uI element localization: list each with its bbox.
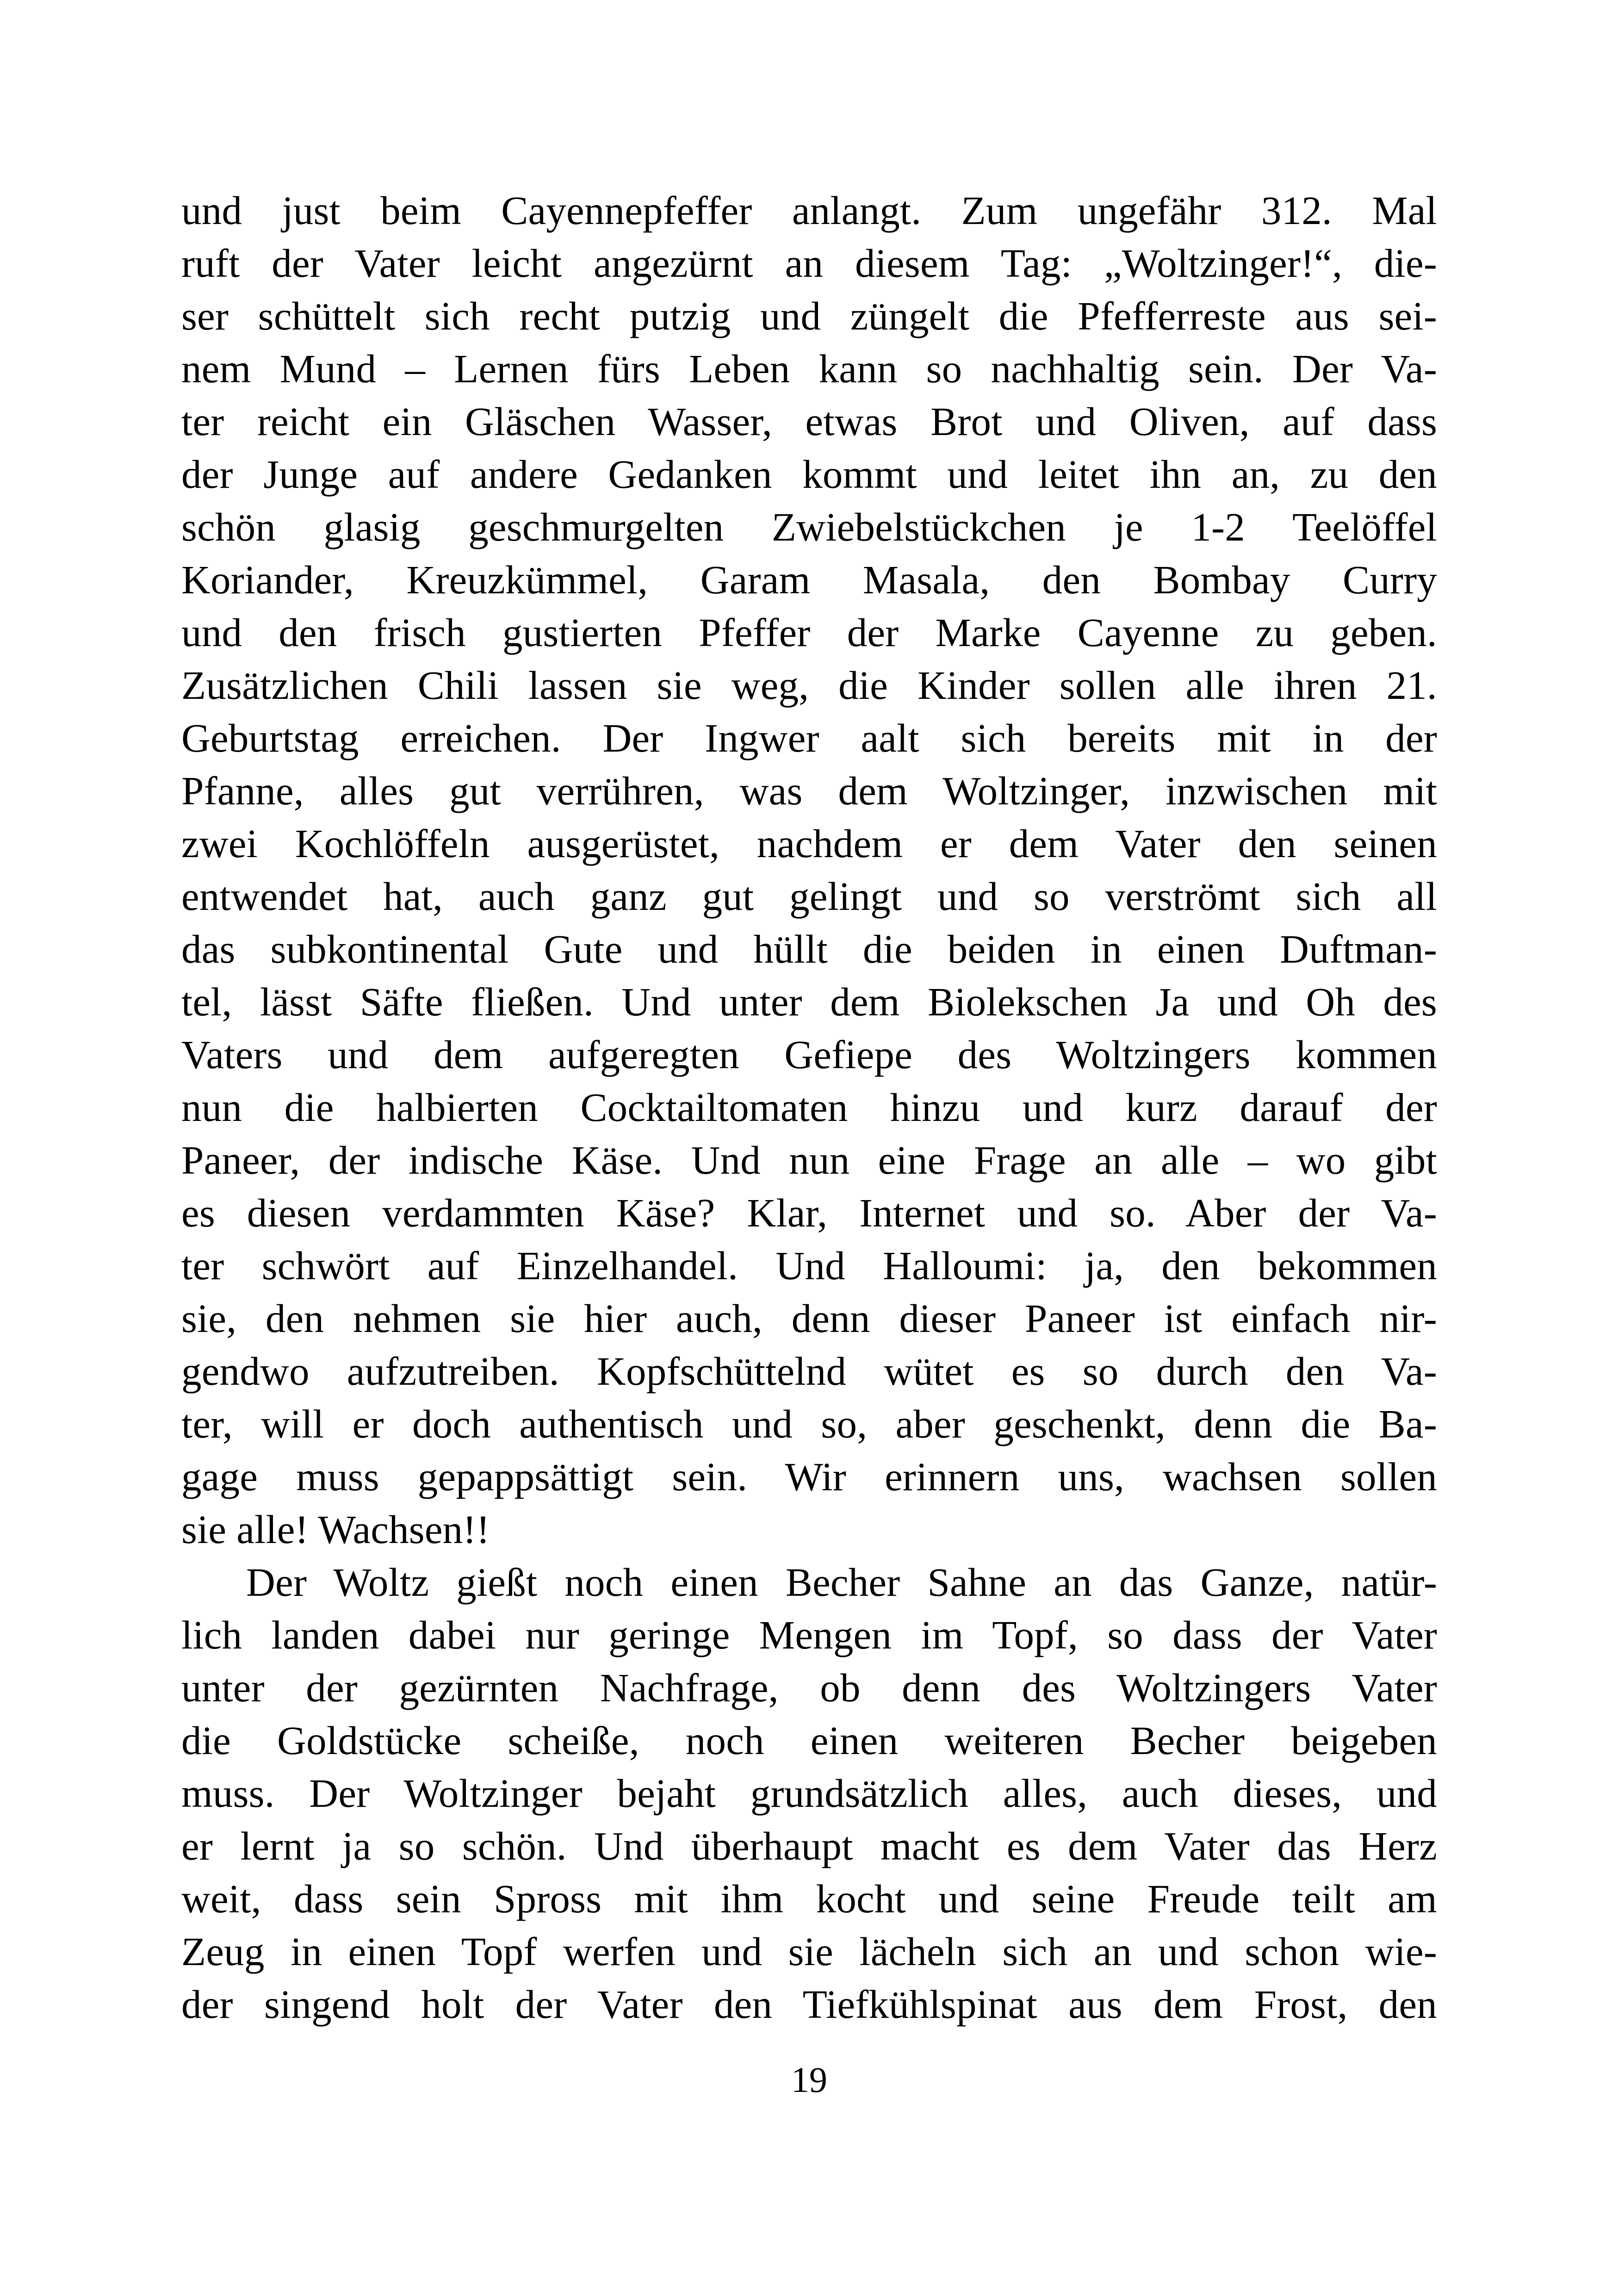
- text-line: das subkontinental Gute und hüllt die beiden in einen Duftman-: [181, 927, 1437, 971]
- text-line: entwendet hat, auch ganz gut gelingt und so verströmt sich all: [181, 874, 1437, 919]
- paragraph-2: [181, 1556, 1437, 2031]
- text-line: schön glasig geschmurgelten Zwiebelstückchen je 1-2 Teelöffel: [181, 504, 1437, 549]
- text-line: ter, will er doch authentisch und so, aber geschenkt, denn die Ba-: [181, 1401, 1437, 1446]
- text-line: Pfanne, alles gut verrühren, was dem Woltzinger, inzwischen mit: [181, 768, 1437, 813]
- text-line: Koriander, Kreuzkümmel, Garam Masala, den Bombay Curry: [181, 557, 1437, 602]
- text-line: sie alle! Wachsen!!: [181, 1507, 490, 1552]
- text-line: gendwo aufzutreiben. Kopfschüttelnd wütet es so durch den Va-: [181, 1349, 1437, 1394]
- text-line: Zeug in einen Topf werfen und sie lächeln sich an und schon wie-: [181, 1929, 1437, 1974]
- text-line: Paneer, der indische Käse. Und nun eine Frage an alle – wo gibt: [181, 1138, 1437, 1182]
- text-line: Der Woltz gießt noch einen Becher Sahne an das Ganze, natür-: [246, 1560, 1437, 1605]
- text-line: nem Mund – Lernen fürs Leben kann so nachhaltig sein. Der Va-: [181, 346, 1437, 391]
- text-line: Zusätzlichen Chili lassen sie weg, die Kinder sollen alle ihren 21.: [181, 663, 1437, 708]
- page-number: 19: [791, 2060, 827, 2100]
- text-line: ter reicht ein Gläschen Wasser, etwas Brot und Oliven, auf dass: [181, 399, 1437, 444]
- text-line: der Junge auf andere Gedanken kommt und leitet ihn an, zu den: [181, 452, 1437, 497]
- text-line: unter der gezürnten Nachfrage, ob denn des Woltzingers Vater: [181, 1665, 1437, 1710]
- paragraph-1: [181, 184, 1437, 1556]
- text-line: und just beim Cayennepfeffer anlangt. Zum ungefähr 312. Mal: [181, 188, 1437, 233]
- text-line: Vaters und dem aufgeregten Gefiepe des Woltzingers kommen: [181, 1032, 1437, 1077]
- text-line: tel, lässt Säfte fließen. Und unter dem Biolekschen Ja und Oh des: [181, 979, 1437, 1024]
- text-line: ter schwört auf Einzelhandel. Und Halloumi: ja, den bekommen: [181, 1243, 1437, 1288]
- text-line: Geburtstag erreichen. Der Ingwer aalt sich bereits mit in der: [181, 716, 1437, 760]
- text-line: es diesen verdammten Käse? Klar, Internet und so. Aber der Va-: [181, 1190, 1437, 1235]
- text-line: zwei Kochlöffeln ausgerüstet, nachdem er dem Vater den seinen: [181, 821, 1437, 866]
- text-line: der singend holt der Vater den Tiefkühlspinat aus dem Frost, den: [181, 1982, 1437, 2027]
- text-line: weit, dass sein Spross mit ihm kocht und seine Freude teilt am: [181, 1876, 1437, 1921]
- text-line: sie, den nehmen sie hier auch, denn dieser Paneer ist einfach nir-: [181, 1296, 1437, 1341]
- text-line: ser schüttelt sich recht putzig und züngelt die Pfefferreste aus sei-: [181, 293, 1437, 338]
- text-line: ruft der Vater leicht angezürnt an diesem Tag: „Woltzinger!“, die-: [181, 241, 1437, 286]
- text-line: er lernt ja so schön. Und überhaupt macht es dem Vater das Herz: [181, 1823, 1437, 1868]
- text-line: nun die halbierten Cocktailtomaten hinzu und kurz darauf der: [181, 1085, 1437, 1130]
- text-line: und den frisch gustierten Pfeffer der Marke Cayenne zu geben.: [181, 610, 1437, 655]
- text-line: die Goldstücke scheiße, noch einen weiteren Becher beigeben: [181, 1718, 1437, 1763]
- text-line: gage muss gepappsättigt sein. Wir erinnern uns, wachsen sollen: [181, 1454, 1437, 1499]
- text-line: muss. Der Woltzinger bejaht grundsätzlich alles, auch dieses, und: [181, 1771, 1437, 1816]
- page-text: [181, 184, 1437, 2031]
- text-line: lich landen dabei nur geringe Mengen im Topf, so dass der Vater: [181, 1612, 1437, 1657]
